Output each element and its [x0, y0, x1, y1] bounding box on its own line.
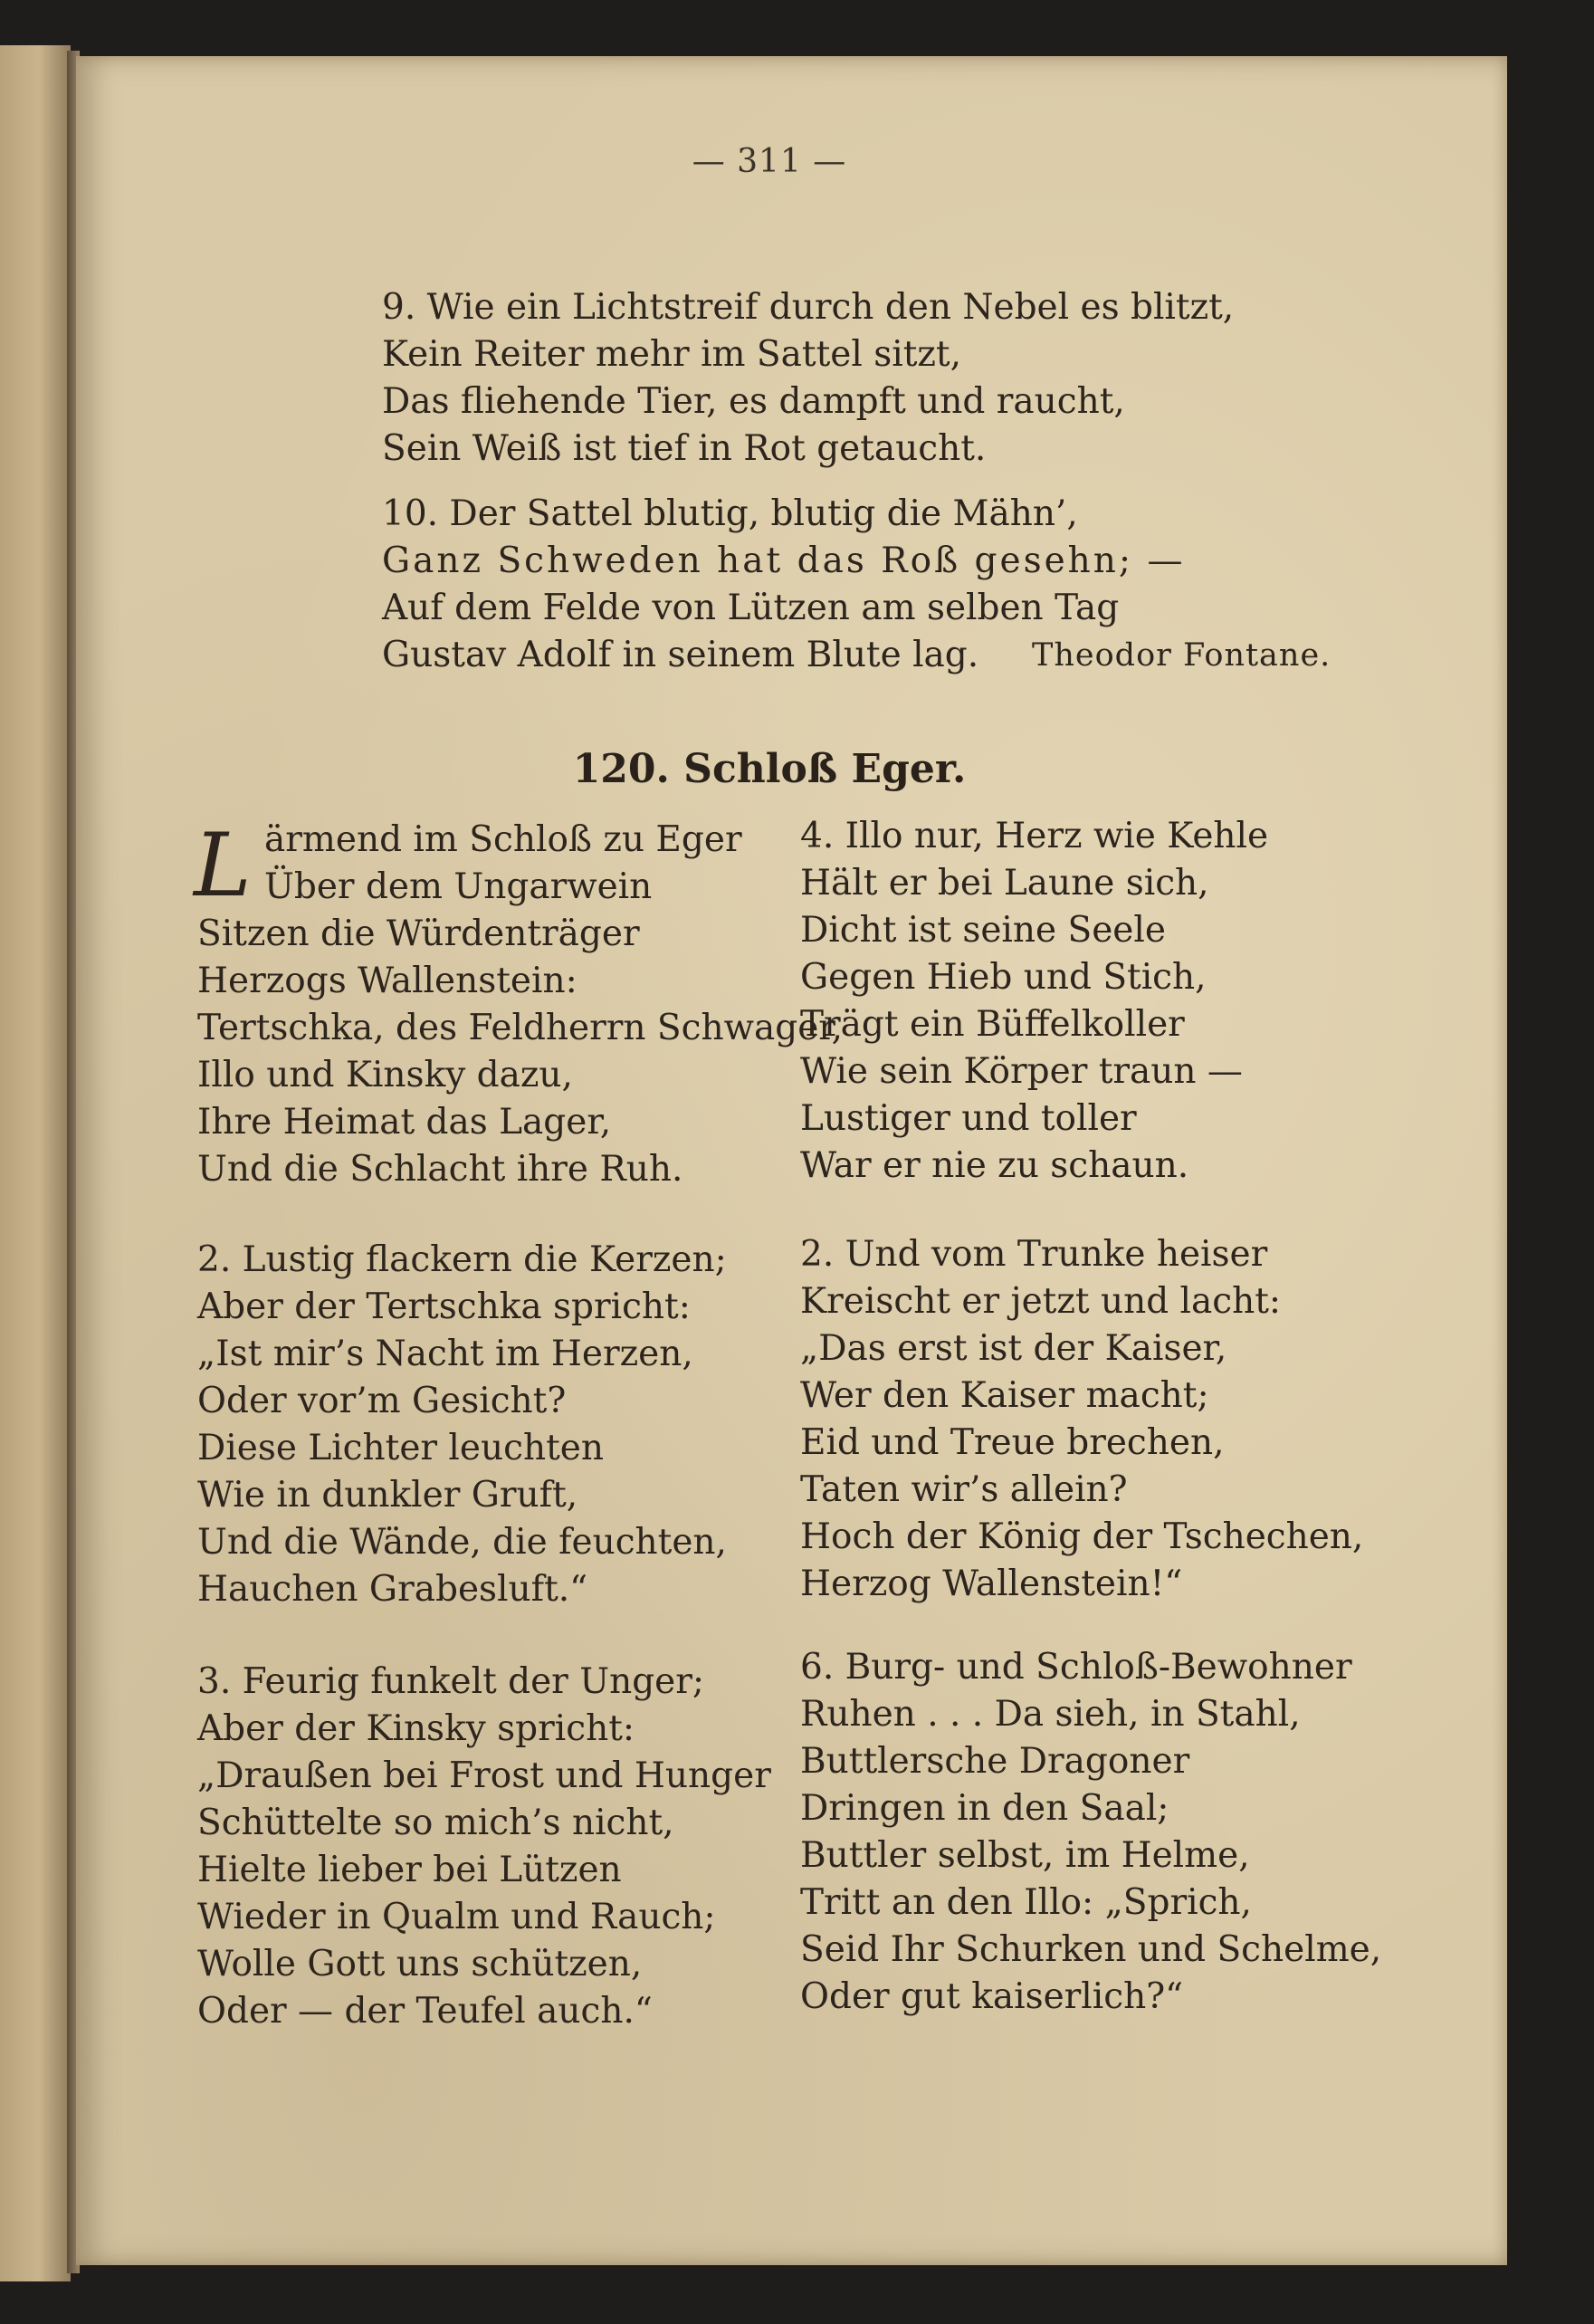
- verse-line: Lustiger und toller: [800, 1098, 1137, 1139]
- verse-line: Tertschka, des Feldherrn Schwager,: [197, 1008, 844, 1048]
- verse-line: Ruhen . . . Da sieh, in Stahl,: [800, 1694, 1301, 1735]
- verse-line: Dringen in den Saal;: [800, 1788, 1169, 1829]
- verse-line: Seid Ihr Schurken und Schelme,: [800, 1929, 1382, 1970]
- verse-line: Kein Reiter mehr im Sattel sitzt,: [382, 334, 961, 375]
- verse-line: Oder — der Teufel auch.“: [197, 1991, 653, 2032]
- verse-line: Wolle Gott uns schützen,: [197, 1944, 643, 1984]
- verse-line: Hauchen Grabesluft.“: [197, 1569, 588, 1610]
- previous-page-edge: [0, 45, 71, 2281]
- verse-line: 6. Burg- und Schloß-Bewohner: [800, 1647, 1352, 1688]
- verse-line: Illo und Kinsky dazu,: [197, 1055, 573, 1095]
- verse-line: 9. Wie ein Lichtstreif durch den Nebel es blitzt,: [382, 287, 1235, 328]
- verse-line: „Draußen bei Frost und Hunger: [197, 1755, 771, 1796]
- verse-line: Schüttelte so mich’s nicht,: [197, 1803, 674, 1843]
- verse-line: Und die Schlacht ihre Ruh.: [197, 1149, 683, 1190]
- verse-line: Buttler selbst, im Helme,: [800, 1835, 1250, 1876]
- verse-line: 4. Illo nur, Herz wie Kehle: [800, 816, 1269, 856]
- verse-line: Diese Lichter leuchten: [197, 1428, 604, 1468]
- verse-line: Ihre Heimat das Lager,: [197, 1102, 612, 1143]
- verse-line: Tritt an den Illo: „Sprich,: [800, 1882, 1252, 1923]
- verse-line: ärmend im Schloß zu Eger: [264, 819, 742, 860]
- author-signature: Theodor Fontane.: [1032, 637, 1332, 674]
- verse-line: Hielte lieber bei Lützen: [197, 1850, 622, 1890]
- verse-line: Ganz Schweden hat das Roß gesehn; —: [382, 540, 1186, 581]
- verse-line: Trägt ein Büffelkoller: [800, 1004, 1185, 1045]
- verse-line: Wie in dunkler Gruft,: [197, 1475, 578, 1516]
- verse-line: Aber der Tertschka spricht:: [197, 1286, 691, 1327]
- verse-line: Und die Wände, die feuchten,: [197, 1522, 727, 1563]
- verse-line: Dicht ist seine Seele: [800, 910, 1166, 951]
- verse-line: Wie sein Körper traun —: [800, 1051, 1243, 1092]
- drop-cap: L: [194, 815, 252, 916]
- verse-line: Buttlersche Dragoner: [800, 1741, 1190, 1782]
- verse-line: Gegen Hieb und Stich,: [800, 957, 1207, 998]
- verse-line: „Ist mir’s Nacht im Herzen,: [197, 1334, 693, 1374]
- page-number: — 311 —: [692, 143, 847, 180]
- verse-line: 3. Feurig funkelt der Unger;: [197, 1661, 705, 1702]
- verse-line: „Das erst ist der Kaiser,: [800, 1328, 1227, 1369]
- verse-line: Das fliehende Tier, es dampft und raucht,: [382, 381, 1125, 422]
- verse-line: Sitzen die Würdenträger: [197, 913, 640, 954]
- verse-line: War er nie zu schaun.: [800, 1145, 1189, 1186]
- verse-line: Herzog Wallenstein!“: [800, 1564, 1183, 1604]
- verse-line: Oder vor’m Gesicht?: [197, 1381, 567, 1421]
- poem-title: 120. Schloß Eger.: [572, 746, 967, 792]
- verse-line: Hoch der König der Tschechen,: [800, 1516, 1364, 1557]
- verse-line: Taten wir’s allein?: [800, 1469, 1128, 1510]
- verse-line: Über dem Ungarwein: [264, 866, 653, 907]
- verse-line: 10. Der Sattel blutig, blutig die Mähn’,: [382, 493, 1078, 534]
- verse-line: Oder gut kaiserlich?“: [800, 1976, 1184, 2017]
- verse-line: Auf dem Felde von Lützen am selben Tag: [382, 588, 1120, 628]
- verse-line: Kreischt er jetzt und lacht:: [800, 1281, 1282, 1322]
- verse-line: Hält er bei Laune sich,: [800, 863, 1209, 904]
- verse-line: Herzogs Wallenstein:: [197, 961, 577, 1001]
- verse-line: Wer den Kaiser macht;: [800, 1375, 1209, 1416]
- verse-line: 2. Und vom Trunke heiser: [800, 1234, 1268, 1275]
- verse-line: Wieder in Qualm und Rauch;: [197, 1897, 716, 1937]
- verse-line: 2. Lustig flackern die Kerzen;: [197, 1239, 727, 1280]
- verse-line: Eid und Treue brechen,: [800, 1422, 1225, 1463]
- verse-line: Gustav Adolf in seinem Blute lag.: [382, 635, 979, 675]
- verse-line: Aber der Kinsky spricht:: [197, 1708, 635, 1749]
- verse-line: Sein Weiß ist tief in Rot getaucht.: [382, 428, 987, 469]
